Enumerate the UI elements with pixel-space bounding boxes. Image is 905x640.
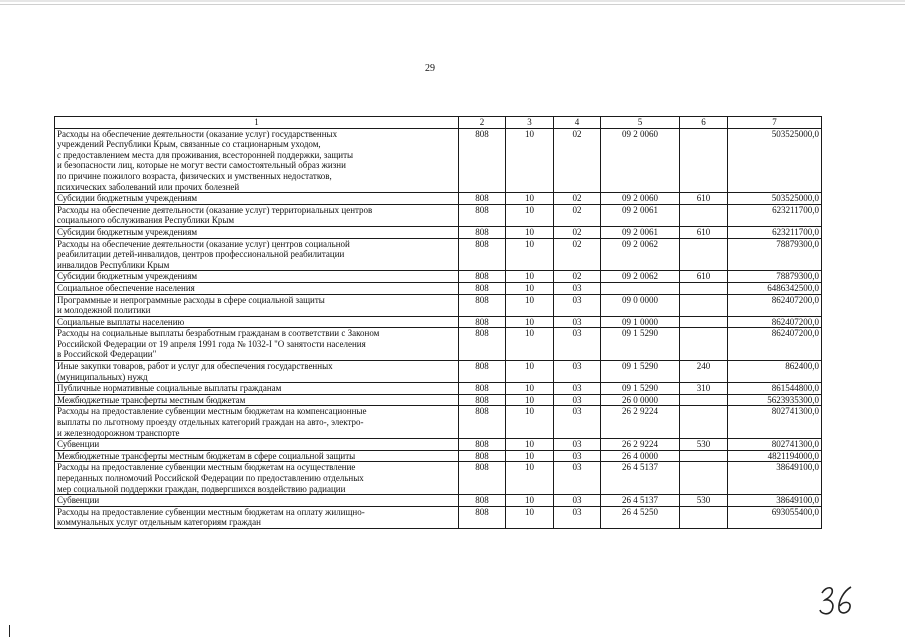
handwritten-page-mark [818,583,858,617]
cell-subsection: 02 [554,204,601,226]
cell-section: 10 [506,238,554,271]
cell-section: 10 [506,439,554,451]
cell-admin-code: 808 [459,450,506,462]
cell-expense-type: 240 [680,361,728,383]
margin-mark [9,625,10,637]
cell-admin-code: 808 [459,238,506,271]
cell-target-article: 09 2 0061 [601,226,680,238]
cell-amount: 861544800,0 [728,383,822,395]
row-description: Расходы на предоставление субвенции местным бюджетам на компенсационные выплаты по льготному проезду отдельных категорий граждан на авто-, электро- и железнодорожном транспорте [55,406,459,439]
cell-subsection: 02 [554,226,601,238]
cell-target-article: 09 2 0060 [601,193,680,205]
cell-expense-type [680,128,728,193]
table-row [55,394,822,406]
table-row [55,193,822,205]
cell-section: 10 [506,128,554,193]
cell-admin-code: 808 [459,394,506,406]
row-description: Публичные нормативные социальные выплаты гражданам [55,383,459,395]
table-header-row [55,117,822,129]
cell-subsection: 03 [554,495,601,507]
cell-subsection: 03 [554,282,601,294]
cell-target-article: 09 2 0062 [601,238,680,271]
table-row [55,328,822,361]
cell-amount: 78879300,0 [728,271,822,283]
cell-subsection: 03 [554,450,601,462]
cell-subsection: 03 [554,383,601,395]
table-row [55,294,822,316]
cell-admin-code: 808 [459,495,506,507]
cell-expense-type [680,282,728,294]
column-header: 2 [459,117,506,129]
cell-subsection: 03 [554,328,601,361]
row-description: Иные закупки товаров, работ и услуг для обеспечения государственных (муниципальных) нужд [55,361,459,383]
row-description: Программные и непрограммные расходы в сфере социальной защиты и молодежной политики [55,294,459,316]
cell-admin-code: 808 [459,204,506,226]
column-header: 6 [680,117,728,129]
cell-expense-type [680,506,728,528]
cell-amount: 862407200,0 [728,316,822,328]
cell-amount: 38649100,0 [728,462,822,495]
row-description: Субвенции [55,439,459,451]
cell-subsection: 03 [554,316,601,328]
table-row [55,450,822,462]
row-description: Субсидии бюджетным учреждениям [55,226,459,238]
cell-section: 10 [506,226,554,238]
cell-amount: 5623935300,0 [728,394,822,406]
table-row [55,383,822,395]
cell-section: 10 [506,394,554,406]
cell-target-article: 26 2 9224 [601,406,680,439]
cell-expense-type [680,294,728,316]
cell-expense-type [680,316,728,328]
cell-target-article: 09 2 0061 [601,204,680,226]
cell-target-article: 09 1 0000 [601,316,680,328]
column-header: 4 [554,117,601,129]
cell-amount: 862407200,0 [728,328,822,361]
cell-expense-type [680,238,728,271]
table-row [55,204,822,226]
cell-subsection: 03 [554,439,601,451]
cell-subsection: 03 [554,462,601,495]
cell-expense-type [680,462,728,495]
cell-amount: 4821194000,0 [728,450,822,462]
cell-admin-code: 808 [459,361,506,383]
table-row [55,238,822,271]
cell-expense-type: 310 [680,383,728,395]
cell-admin-code: 808 [459,328,506,361]
row-description: Субвенции [55,495,459,507]
row-description: Расходы на социальные выплаты безработным гражданам в соответствии с Законом Российской Федерации от 19 апреля 1991 года № 1032-I "О занятости населения в Российской Федерации" [55,328,459,361]
cell-section: 10 [506,462,554,495]
cell-admin-code: 808 [459,439,506,451]
cell-amount: 862407200,0 [728,294,822,316]
table-row [55,506,822,528]
cell-expense-type: 530 [680,495,728,507]
cell-admin-code: 808 [459,294,506,316]
cell-expense-type: 610 [680,193,728,205]
table-row [55,495,822,507]
cell-subsection: 02 [554,193,601,205]
cell-target-article [601,282,680,294]
cell-target-article: 26 0 0000 [601,394,680,406]
row-description: Расходы на обеспечение деятельности (оказание услуг) государственных учреждений Республики Крым, связанные со стационарным уходом, с предоставлением места для проживания, всесторонней поддержки, защиты и безопасности лиц, которые не могут вести самостоятельный образ жизни по причине пожилого возраста, физических и умственных недостатков, психических заболеваний или прочих болезней [55,128,459,193]
cell-subsection: 03 [554,361,601,383]
cell-target-article: 09 0 0000 [601,294,680,316]
cell-section: 10 [506,383,554,395]
cell-subsection: 03 [554,394,601,406]
cell-amount: 38649100,0 [728,495,822,507]
cell-amount: 802741300,0 [728,439,822,451]
cell-section: 10 [506,294,554,316]
page-number: 29 [425,63,435,74]
cell-subsection: 03 [554,406,601,439]
cell-target-article: 09 1 5290 [601,328,680,361]
cell-subsection: 03 [554,506,601,528]
cell-amount: 802741300,0 [728,406,822,439]
cell-admin-code: 808 [459,383,506,395]
row-description: Субсидии бюджетным учреждениям [55,193,459,205]
cell-target-article: 09 2 0060 [601,128,680,193]
budget-table [54,116,822,529]
row-description: Субсидии бюджетным учреждениям [55,271,459,283]
cell-target-article: 26 4 0000 [601,450,680,462]
cell-expense-type: 610 [680,271,728,283]
cell-admin-code: 808 [459,406,506,439]
cell-admin-code: 808 [459,226,506,238]
table-row [55,271,822,283]
column-header: 7 [728,117,822,129]
table-row [55,439,822,451]
table-row [55,361,822,383]
cell-admin-code: 808 [459,128,506,193]
cell-section: 10 [506,506,554,528]
table-row [55,462,822,495]
row-description: Расходы на предоставление субвенции местным бюджетам на оплату жилищно- коммунальных услуг отдельным категориям граждан [55,506,459,528]
scan-top-line [0,4,905,5]
cell-section: 10 [506,450,554,462]
table-row [55,226,822,238]
cell-target-article: 26 4 5137 [601,462,680,495]
cell-amount: 503525000,0 [728,128,822,193]
cell-amount: 623211700,0 [728,226,822,238]
cell-section: 10 [506,328,554,361]
cell-target-article: 26 4 5250 [601,506,680,528]
column-header: 1 [55,117,459,129]
column-header: 3 [506,117,554,129]
cell-target-article: 26 4 5137 [601,495,680,507]
cell-section: 10 [506,495,554,507]
cell-subsection: 02 [554,271,601,283]
row-description: Расходы на предоставление субвенции местным бюджетам на осуществление переданных полномочий Российской Федерации по предоставлению отдельных мер социальной поддержки граждан, подвергшихся воздействию радиации [55,462,459,495]
cell-target-article: 26 2 9224 [601,439,680,451]
row-description: Межбюджетные трансферты местным бюджетам [55,394,459,406]
cell-target-article: 09 2 0062 [601,271,680,283]
cell-section: 10 [506,316,554,328]
row-description: Расходы на обеспечение деятельности (оказание услуг) центров социальной реабилитации детей-инвалидов, центров профессиональной реабилитации инвалидов Республики Крым [55,238,459,271]
cell-target-article: 09 1 5290 [601,383,680,395]
cell-amount: 623211700,0 [728,204,822,226]
table-row [55,282,822,294]
cell-amount: 862400,0 [728,361,822,383]
cell-admin-code: 808 [459,271,506,283]
table-row [55,406,822,439]
cell-expense-type [680,450,728,462]
table-row [55,316,822,328]
cell-amount: 503525000,0 [728,193,822,205]
cell-amount: 78879300,0 [728,238,822,271]
row-description: Социальные выплаты населению [55,316,459,328]
cell-subsection: 02 [554,238,601,271]
cell-expense-type: 610 [680,226,728,238]
cell-section: 10 [506,193,554,205]
cell-admin-code: 808 [459,282,506,294]
cell-expense-type: 530 [680,439,728,451]
cell-admin-code: 808 [459,462,506,495]
cell-amount: 6486342500,0 [728,282,822,294]
table-row [55,128,822,193]
row-description: Расходы на обеспечение деятельности (оказание услуг) территориальных центров социального обслуживания Республики Крым [55,204,459,226]
cell-subsection: 02 [554,128,601,193]
cell-expense-type [680,394,728,406]
cell-target-article: 09 1 5290 [601,361,680,383]
cell-section: 10 [506,271,554,283]
cell-section: 10 [506,406,554,439]
cell-amount: 693055400,0 [728,506,822,528]
cell-admin-code: 808 [459,316,506,328]
row-description: Межбюджетные трансферты местным бюджетам в сфере социальной защиты [55,450,459,462]
cell-expense-type [680,328,728,361]
cell-admin-code: 808 [459,506,506,528]
cell-subsection: 03 [554,294,601,316]
cell-section: 10 [506,282,554,294]
column-header: 5 [601,117,680,129]
cell-expense-type [680,406,728,439]
cell-section: 10 [506,361,554,383]
cell-admin-code: 808 [459,193,506,205]
row-description: Социальное обеспечение населения [55,282,459,294]
cell-section: 10 [506,204,554,226]
cell-expense-type [680,204,728,226]
scan-edge [0,0,905,2]
